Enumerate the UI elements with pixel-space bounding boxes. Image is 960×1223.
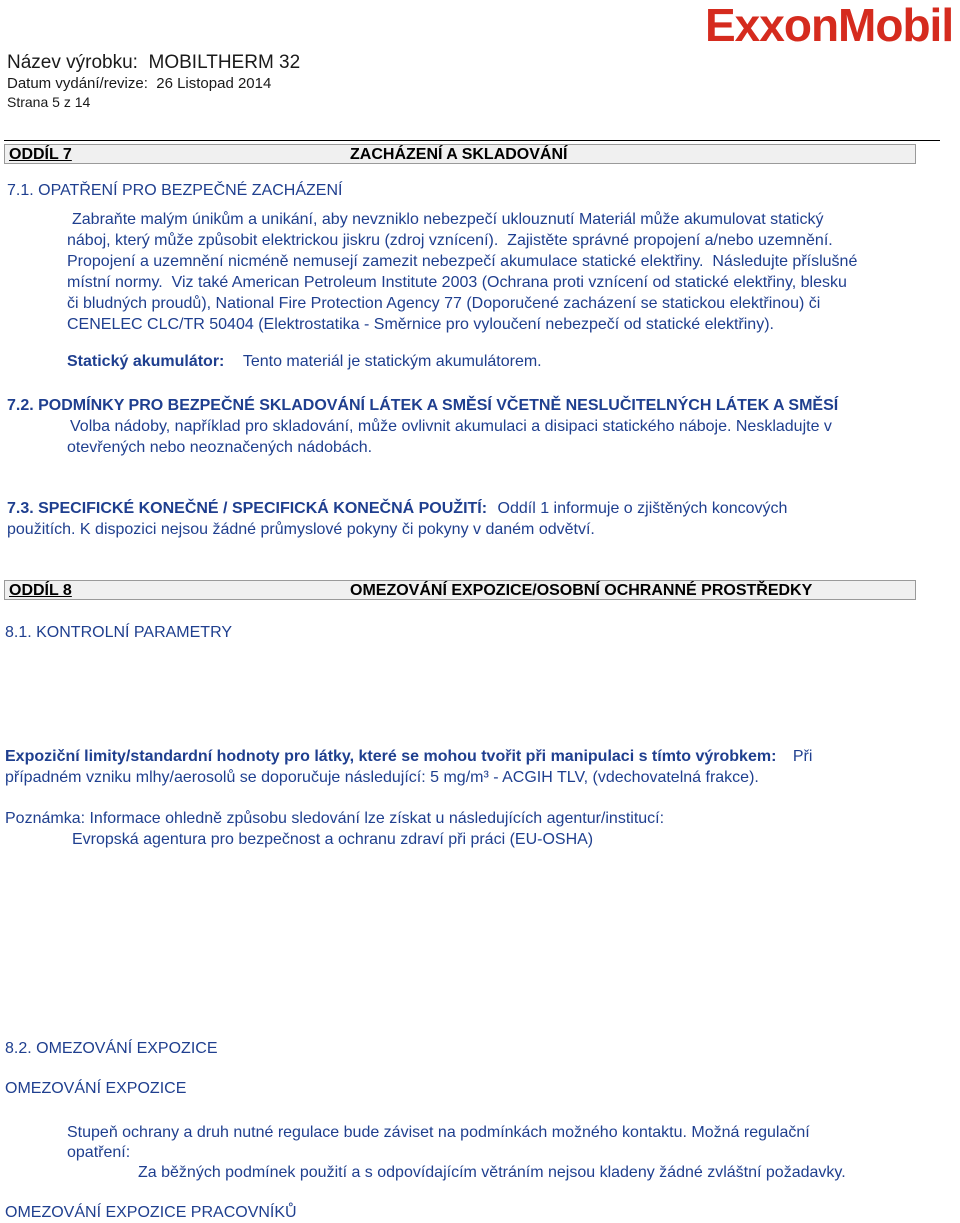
s71-line-6: CENELEC CLC/TR 50404 (Elektrostatika - Směrnice pro vyloučení nebezpečí od statické elektřiny). <box>67 316 774 333</box>
s82-heading: 8.2. OMEZOVÁNÍ EXPOZICE <box>5 1040 218 1057</box>
section-7-number: ODDÍL 7 <box>9 146 72 163</box>
product-name: MOBILTHERM 32 <box>148 52 301 73</box>
s71-line-5: či bludných proudů), National Fire Protection Agency 77 (Doporučené zacházení se statickou elektřinou) či <box>67 295 821 312</box>
page-number: Strana 5 z 14 <box>7 94 91 110</box>
s71-line-4: místní normy. Viz také American Petroleum Institute 2003 (Ochrana proti vznícení od statické elektřiny, blesku <box>67 274 847 291</box>
static-accumulator-value: Tento materiál je statickým akumulátorem. <box>242 353 542 370</box>
s71-line-2: náboj, který může způsobit elektrickou jiskru (zdroj vznícení). Zajistěte správné propojení a/nebo uzemnění. <box>67 232 833 249</box>
s82-subheading-1: OMEZOVÁNÍ EXPOZICE <box>5 1080 187 1097</box>
exposure-limits-label: Expoziční limity/standardní hodnoty pro látky, které se mohou tvořit při manipulaci s tímto výrobkem: <box>5 748 777 765</box>
s82-line-2: opatření: <box>67 1144 131 1161</box>
section-8-number: ODDÍL 8 <box>9 582 72 599</box>
s81-limits-line-1: Expoziční limity/standardní hodnoty pro látky, které se mohou tvořit při manipulaci s tímto výrobkem: Při <box>5 748 813 765</box>
s82-subheading-2: OMEZOVÁNÍ EXPOZICE PRACOVNÍKŮ <box>5 1204 297 1221</box>
section-8-title: OMEZOVÁNÍ EXPOZICE/OSOBNÍ OCHRANNÉ PROSTŘEDKY <box>350 582 813 599</box>
s82-line-1: Stupeň ochrany a druh nutné regulace bude záviset na podmínkách možného kontaktu. Možná regulační <box>67 1124 810 1141</box>
s81-heading: 8.1. KONTROLNÍ PARAMETRY <box>5 624 233 641</box>
product-label: Název výrobku: <box>7 52 138 73</box>
s71-heading: 7.1. OPATŘENÍ PRO BEZPEČNÉ ZACHÁZENÍ <box>7 182 343 199</box>
section-8-bar <box>4 580 916 600</box>
s73-line-2: použitích. K dispozici nejsou žádné průmyslové pokyny či pokyny v daném odvětví. <box>7 521 595 538</box>
s82-line-3: Za běžných podmínek použití a s odpovídajícím větráním nejsou kladeny žádné zvláštní požadavky. <box>138 1164 846 1181</box>
date-value: 26 Listopad 2014 <box>156 75 272 92</box>
date-label: Datum vydání/revize: <box>7 75 148 92</box>
header-rule <box>4 140 940 141</box>
s71-line-3: Propojení a uzemnění nicméně nemusejí zamezit nebezpečí akumulace statické elektřiny. Následujte příslušné <box>67 253 858 270</box>
static-accumulator-label: Statický akumulátor: <box>67 353 225 370</box>
static-accumulator-line <box>67 351 542 372</box>
s72-line-1: Volba nádoby, například pro skladování, může ovlivnit akumulaci a disipaci statického náboje. Neskladujte v <box>70 418 832 435</box>
product-name-line <box>7 52 300 74</box>
s81-note-line-2: Evropská agentura pro bezpečnost a ochranu zdraví při práci (EU-OSHA) <box>72 831 594 848</box>
revision-date-line <box>7 75 271 92</box>
s72-heading: 7.2. PODMÍNKY PRO BEZPEČNÉ SKLADOVÁNÍ LÁTEK A SMĚSÍ VČETNĚ NESLUČITELNÝCH LÁTEK A SMĚSÍ <box>7 397 839 414</box>
exxonmobil-logo: ExxonMobil <box>705 0 954 51</box>
s73-heading: 7.3. SPECIFICKÉ KONEČNÉ / SPECIFICKÁ KONEČNÁ POUŽITÍ: <box>7 500 488 517</box>
s81-limits-line-2: případném vzniku mlhy/aerosolů se doporučuje následující: 5 mg/m³ - ACGIH TLV, (vdechovatelná frakce). <box>5 769 759 786</box>
s81-note-line-1: Poznámka: Informace ohledně způsobu sledování lze získat u následujících agentur/institucí: <box>5 810 665 827</box>
section-7-title: ZACHÁZENÍ A SKLADOVÁNÍ <box>350 146 568 163</box>
s72-line-2: otevřených nebo neoznačených nádobách. <box>67 439 373 456</box>
s71-line-1: Zabraňte malým únikům a unikání, aby nevzniklo nebezpečí uklouznutí Materiál může akumulovat statický <box>72 211 824 228</box>
section-7-bar <box>4 144 916 164</box>
s73-line-1: 7.3. SPECIFICKÉ KONEČNÉ / SPECIFICKÁ KONEČNÁ POUŽITÍ: Oddíl 1 informuje o zjištěných koncových <box>7 500 788 517</box>
